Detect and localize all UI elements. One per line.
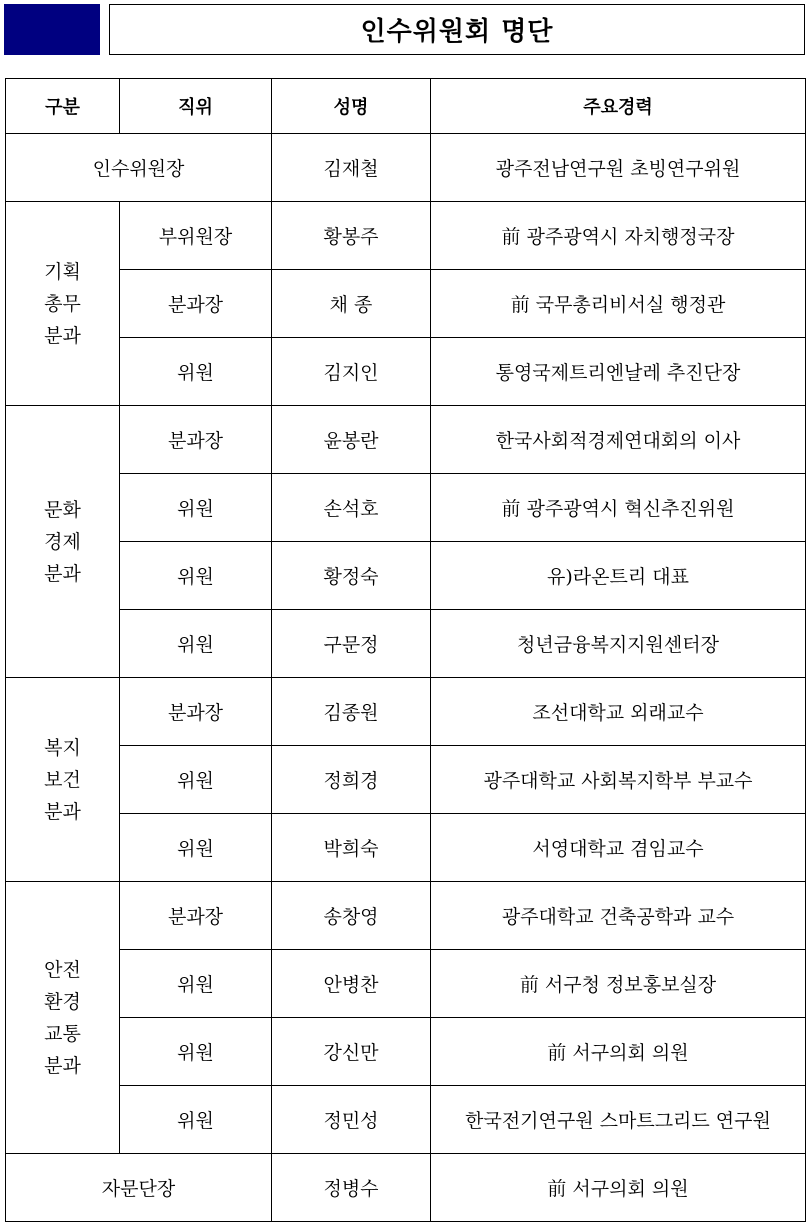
group-label-line: 안전 bbox=[44, 958, 81, 981]
group-label-line: 총무 bbox=[44, 292, 81, 315]
group-label bbox=[6, 882, 120, 1154]
column-header-name: 성명 bbox=[272, 79, 431, 134]
member-career: 서영대학교 겸임교수 bbox=[431, 814, 806, 882]
member-name: 정민성 bbox=[272, 1086, 431, 1154]
column-header-division: 구분 bbox=[6, 79, 120, 134]
group-label-line: 분과 bbox=[44, 324, 81, 347]
member-name: 손석호 bbox=[272, 474, 431, 542]
member-name: 박희숙 bbox=[272, 814, 431, 882]
member-career: 한국사회적경제연대회의 이사 bbox=[431, 406, 806, 474]
chair-label: 인수위원장 bbox=[6, 134, 272, 202]
table-row-chair bbox=[6, 134, 806, 202]
member-name: 김지인 bbox=[272, 338, 431, 406]
table-row-advisory bbox=[6, 1154, 806, 1222]
table-row bbox=[6, 950, 806, 1018]
table-row bbox=[6, 882, 806, 950]
member-position: 분과장 bbox=[120, 406, 272, 474]
member-name: 김종원 bbox=[272, 678, 431, 746]
member-name: 황정숙 bbox=[272, 542, 431, 610]
table-row bbox=[6, 474, 806, 542]
member-name: 윤봉란 bbox=[272, 406, 431, 474]
member-position: 위원 bbox=[120, 1086, 272, 1154]
advisory-name: 정병수 bbox=[272, 1154, 431, 1222]
advisory-career: 前 서구의회 의원 bbox=[431, 1154, 806, 1222]
table-row bbox=[6, 746, 806, 814]
member-position: 부위원장 bbox=[120, 202, 272, 270]
member-career: 조선대학교 외래교수 bbox=[431, 678, 806, 746]
group-label-line: 경제 bbox=[44, 530, 81, 553]
group-label bbox=[6, 678, 120, 882]
group-label-line: 교통 bbox=[44, 1022, 81, 1045]
table-row bbox=[6, 814, 806, 882]
member-position: 위원 bbox=[120, 746, 272, 814]
group-label bbox=[6, 202, 120, 406]
member-career: 유)라온트리 대표 bbox=[431, 542, 806, 610]
member-position: 위원 bbox=[120, 1018, 272, 1086]
member-career: 광주대학교 사회복지학부 부교수 bbox=[431, 746, 806, 814]
advisory-label: 자문단장 bbox=[6, 1154, 272, 1222]
table-row bbox=[6, 338, 806, 406]
member-position: 위원 bbox=[120, 338, 272, 406]
table-row bbox=[6, 202, 806, 270]
group-label-line: 문화 bbox=[44, 498, 81, 521]
member-career: 한국전기연구원 스마트그리드 연구원 bbox=[431, 1086, 806, 1154]
member-name: 송창영 bbox=[272, 882, 431, 950]
member-position: 위원 bbox=[120, 814, 272, 882]
group-label-line: 분과 bbox=[44, 1054, 81, 1077]
member-position: 분과장 bbox=[120, 270, 272, 338]
member-career: 前 광주광역시 혁신추진위원 bbox=[431, 474, 806, 542]
table-header-row bbox=[6, 79, 806, 134]
chair-career: 광주전남연구원 초빙연구위원 bbox=[431, 134, 806, 202]
header-color-block bbox=[4, 4, 100, 55]
member-career: 청년금융복지지원센터장 bbox=[431, 610, 806, 678]
member-name: 안병찬 bbox=[272, 950, 431, 1018]
member-position: 위원 bbox=[120, 610, 272, 678]
group-label-line: 분과 bbox=[44, 800, 81, 823]
member-name: 정희경 bbox=[272, 746, 431, 814]
member-career: 통영국제트리엔날레 추진단장 bbox=[431, 338, 806, 406]
member-position: 위원 bbox=[120, 542, 272, 610]
member-career: 前 서구청 정보홍보실장 bbox=[431, 950, 806, 1018]
group-label-line: 환경 bbox=[44, 990, 81, 1013]
column-header-position: 직위 bbox=[120, 79, 272, 134]
member-name: 채 종 bbox=[272, 270, 431, 338]
table-row bbox=[6, 542, 806, 610]
group-label-line: 복지 bbox=[44, 736, 81, 759]
group-label-line: 기획 bbox=[44, 260, 81, 283]
table-row bbox=[6, 1018, 806, 1086]
member-position: 분과장 bbox=[120, 882, 272, 950]
table-row bbox=[6, 610, 806, 678]
member-position: 위원 bbox=[120, 474, 272, 542]
member-career: 前 국무총리비서실 행정관 bbox=[431, 270, 806, 338]
group-label-line: 보건 bbox=[44, 768, 81, 791]
page-title: 인수위원회 명단 bbox=[109, 4, 805, 55]
chair-name: 김재철 bbox=[272, 134, 431, 202]
member-name: 황봉주 bbox=[272, 202, 431, 270]
table-row bbox=[6, 406, 806, 474]
group-label bbox=[6, 406, 120, 678]
table-row bbox=[6, 270, 806, 338]
column-header-career: 주요경력 bbox=[431, 79, 806, 134]
table-row bbox=[6, 1086, 806, 1154]
member-position: 위원 bbox=[120, 950, 272, 1018]
member-name: 구문정 bbox=[272, 610, 431, 678]
member-name: 강신만 bbox=[272, 1018, 431, 1086]
table-row bbox=[6, 678, 806, 746]
member-career: 前 서구의회 의원 bbox=[431, 1018, 806, 1086]
member-career: 광주대학교 건축공학과 교수 bbox=[431, 882, 806, 950]
member-position: 분과장 bbox=[120, 678, 272, 746]
group-label-line: 분과 bbox=[44, 562, 81, 585]
committee-roster-table bbox=[5, 78, 806, 1222]
member-career: 前 광주광역시 자치행정국장 bbox=[431, 202, 806, 270]
